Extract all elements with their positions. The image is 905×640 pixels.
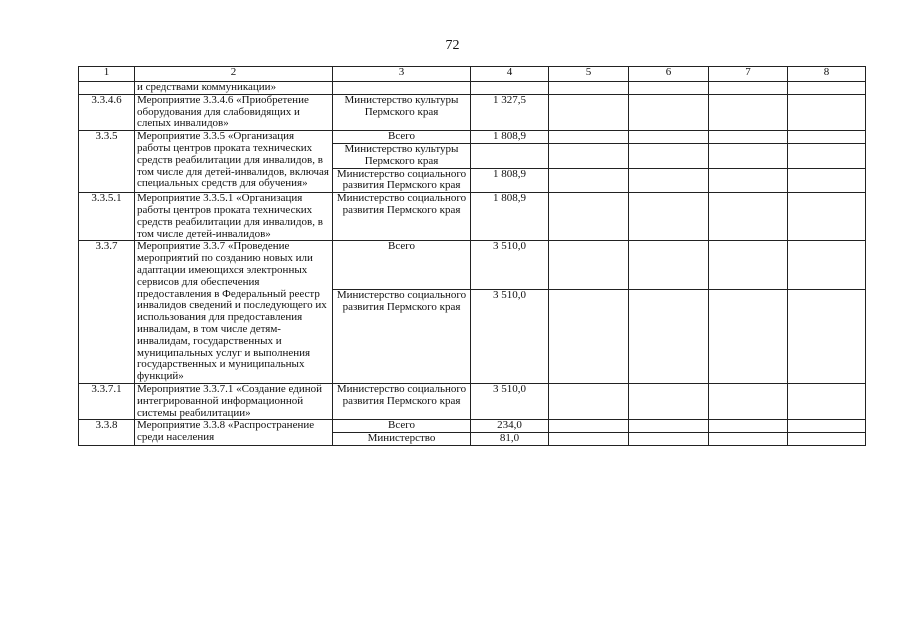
amount-cell: 234,0	[471, 420, 549, 433]
amount-cell: 3 510,0	[471, 383, 549, 419]
header-col-7: 7	[709, 67, 788, 82]
activity-name-cell: Мероприятие 3.3.7.1 «Создание единой интегрированной информационной системы реабилитации»	[135, 383, 333, 419]
executor-cell: Всего	[333, 131, 471, 144]
header-col-6: 6	[629, 67, 709, 82]
row-number-cell: 3.3.5	[79, 131, 135, 193]
table-row	[79, 241, 866, 290]
header-col-4: 4	[471, 67, 549, 82]
executor-cell: Министерство	[333, 433, 471, 446]
amount-cell: 3 510,0	[471, 290, 549, 384]
activity-name-cell: Мероприятие 3.3.8 «Распространение среди населения	[135, 420, 333, 446]
amount-cell: 1 808,9	[471, 131, 549, 144]
page-number: 72	[445, 38, 460, 53]
amount-cell: 81,0	[471, 433, 549, 446]
activity-name-cell: Мероприятие 3.3.5 «Организация работы центров проката технических средств реабилитации для инвалидов, в том числе для детей-инвалидов, включая специальных средств для обучения»	[135, 131, 333, 193]
table-row	[79, 131, 866, 144]
activity-name-cell: Мероприятие 3.3.7 «Проведение мероприятий по созданию новых или адаптации имеющихся электронных сервисов для обеспечения предоставления в Федеральный реестр инвалидов сведений и последующего их использования для предоставления инвалидам, в том числе детям-инвалидам, государственных и муниципальных услуг и выполнения государственных и муниципальных функций»	[135, 241, 333, 384]
header-col-8: 8	[788, 67, 866, 82]
executor-cell: Министерство социального развития Пермского края	[333, 193, 471, 241]
table-row	[79, 82, 866, 95]
executor-cell: Министерство социального развития Пермского края	[333, 290, 471, 384]
row-number-cell: 3.3.7.1	[79, 383, 135, 419]
table-row	[79, 383, 866, 419]
row-number-cell: 3.3.4.6	[79, 94, 135, 130]
amount-cell	[471, 82, 549, 95]
executor-cell: Министерство культуры Пермского края	[333, 94, 471, 130]
table-row	[79, 420, 866, 433]
row-number-cell	[79, 82, 135, 95]
executor-cell: Министерство социального развития Пермского края	[333, 383, 471, 419]
amount-cell	[471, 143, 549, 168]
header-col-2: 2	[135, 67, 333, 82]
executor-cell	[333, 82, 471, 95]
header-col-5: 5	[549, 67, 629, 82]
program-table	[78, 66, 866, 446]
amount-cell: 1 808,9	[471, 168, 549, 193]
table-row	[79, 94, 866, 130]
amount-cell: 1 808,9	[471, 193, 549, 241]
executor-cell: Всего	[333, 420, 471, 433]
executor-cell: Всего	[333, 241, 471, 290]
activity-name-cell: Мероприятие 3.3.4.6 «Приобретение оборудования для слабовидящих и слепых инвалидов»	[135, 94, 333, 130]
executor-cell: Министерство социального развития Пермского края	[333, 168, 471, 193]
activity-name-cell: и средствами коммуникации»	[135, 82, 333, 95]
header-col-1: 1	[79, 67, 135, 82]
header-col-3: 3	[333, 67, 471, 82]
table-row	[79, 193, 866, 241]
amount-cell: 3 510,0	[471, 241, 549, 290]
executor-cell: Министерство культуры Пермского края	[333, 143, 471, 168]
amount-cell: 1 327,5	[471, 94, 549, 130]
activity-name-cell: Мероприятие 3.3.5.1 «Организация работы центров проката технических средств реабилитации для инвалидов, в том числе детей-инвалидов»	[135, 193, 333, 241]
header-row	[79, 67, 866, 82]
row-number-cell: 3.3.8	[79, 420, 135, 446]
row-number-cell: 3.3.5.1	[79, 193, 135, 241]
row-number-cell: 3.3.7	[79, 241, 135, 384]
